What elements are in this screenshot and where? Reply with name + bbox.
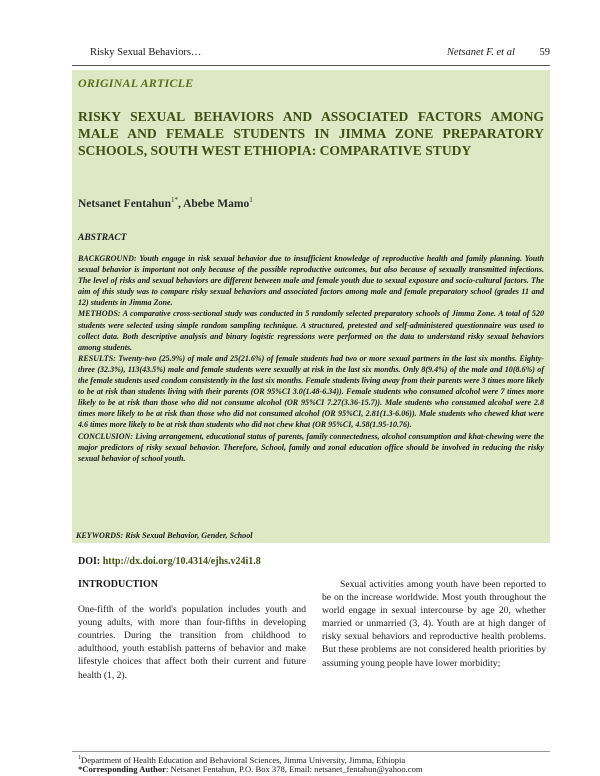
abstract-methods: METHODS: A comparative cross-sectional study was conducted in 5 randomly selected preparatory schools of Jimma Zone. A total of 520 students were selected using simple random sampling technique. A structured, pretested and self-administered questionnaire was used to collect data. Both descriptive analysis and binary logistic regressions were performed on the data to understand risky sexual behaviors among students. (78, 309, 544, 352)
introduction-heading: INTRODUCTION (78, 579, 159, 590)
keywords: KEYWORDS: Risk Sexual Behavior, Gender, School (76, 531, 253, 540)
affiliation-marker: 1* (170, 196, 178, 204)
body-left-column (78, 578, 306, 682)
introduction-paragraph: One-fifth of the world's population includes youth and young adults, with more than four-fifths in developing countries. During the transition from childhood to adulthood, youth establish patterns of behavior and make lifestyle choices that affect both their current and future health (1, 2). (78, 604, 306, 681)
author-separator: , (177, 197, 184, 210)
abstract-background: BACKGROUND: Youth engage in risk sexual behavior due to insufficient knowledge of reproductive health and family planning. Youth sexual behavior is important not only because of the possible reproductive outcomes, but also because of sexually transmitted infections. The level of risks and sexual behaviors are different between male and female youth due to sexual exposure and socio-cultural factors. The aim of this study was to compare risky sexual behaviors and associated factors among male and female preparatory school (grades 11 and 12) students in Jimma Zone. (78, 254, 544, 308)
section-label: ORIGINAL ARTICLE (78, 76, 194, 90)
body-paragraph: Sexual activities among youth have been reported to be on the increase worldwide. Most youth throughout the world engage in sexual intercourse by age 20, whether married or unmarried (3, 4). Youth are at high danger of risky sexual behaviors and reproductive health problems. But these problems are not considered health priorities by assuming young people have lower morbidity; (322, 579, 546, 669)
article-title: RISKY SEXUAL BEHAVIORS AND ASSOCIATED FACTORS AMONG MALE AND FEMALE STUDENTS IN JIMMA ZONE PREPARATORY SCHOOLS, SOUTH WEST ETHIOPIA: COMPARATIVE STUDY (78, 109, 544, 158)
corresponding-label: *Corresponding Author (78, 764, 166, 774)
header-rule (72, 65, 550, 66)
abstract-results: RESULTS: Twenty-two (25.9%) of male and 25(21.6%) of female students had two or more sexual partners in the last six months. Eighty-three (32.3%), 113(43.5%) male and female students were sexually at risk in the last six months. Only 8(9.4%) of the male and 10(8.6%) of the female students used condom consistently in the last six months. Female students living away from their parents were 3 times more likely to be at risk than students living with their parents (OR 95%CI 3.0(1.48-6.34)). Female students who consumed alcohol were 7 times more likely to be at risk than those who did not consume alcohol (OR 95%CI 7.27(3.36-15.7)). Male students who consumed alcohol were 2.8 times more likely to be at risk than those who did not consumed alcohol (OR 95%CI, 2.81(1.3-6.06)). Male students who chewed khat were 4.6 times more likely to be at risk than students who did not chew khat (OR 95%CI, 4.58(1.95-10.76). (78, 353, 544, 430)
doi-line (78, 556, 261, 567)
abstract-body (78, 253, 544, 464)
page-number: 59 (539, 47, 550, 58)
author-list (78, 196, 253, 210)
doi-link[interactable]: http://dx.doi.org/10.4314/ejhs.v24i1.8 (102, 556, 261, 567)
footnote-corresponding (78, 764, 423, 775)
affiliation-text: Department of Health Education and Behavioral Sciences, Jimma University, Jimma, Ethiopia (81, 754, 406, 765)
abstract-heading: ABSTRACT (78, 233, 127, 243)
running-authors: Netsanet F. et al (446, 47, 515, 58)
doi-label: DOI: (78, 556, 103, 567)
footnote-marker: 1 (78, 755, 81, 761)
running-header-right (447, 47, 550, 58)
affiliation-marker: 1 (249, 196, 253, 204)
author-name: Netsanet Fentahun (78, 197, 171, 210)
author-name: Abebe Mamo (183, 197, 250, 210)
abstract-conclusion: CONCLUSION: Living arrangement, educational status of parents, family connectedness, alcohol consumption and khat-chewing were the major predictors of risky sexual behavior. Therefore, School, family and zonal education office should be involved in reducing the risky sexual behavior of school youth. (78, 431, 544, 463)
running-title: Risky Sexual Behaviors… (90, 47, 202, 58)
corresponding-text: : Netsanet Fentahun, P.O. Box 378, Email: netsanet_fentahun@yahoo.com (165, 764, 423, 774)
running-header (90, 47, 550, 63)
body-right-column (322, 578, 546, 670)
footnote-rule (72, 751, 550, 752)
